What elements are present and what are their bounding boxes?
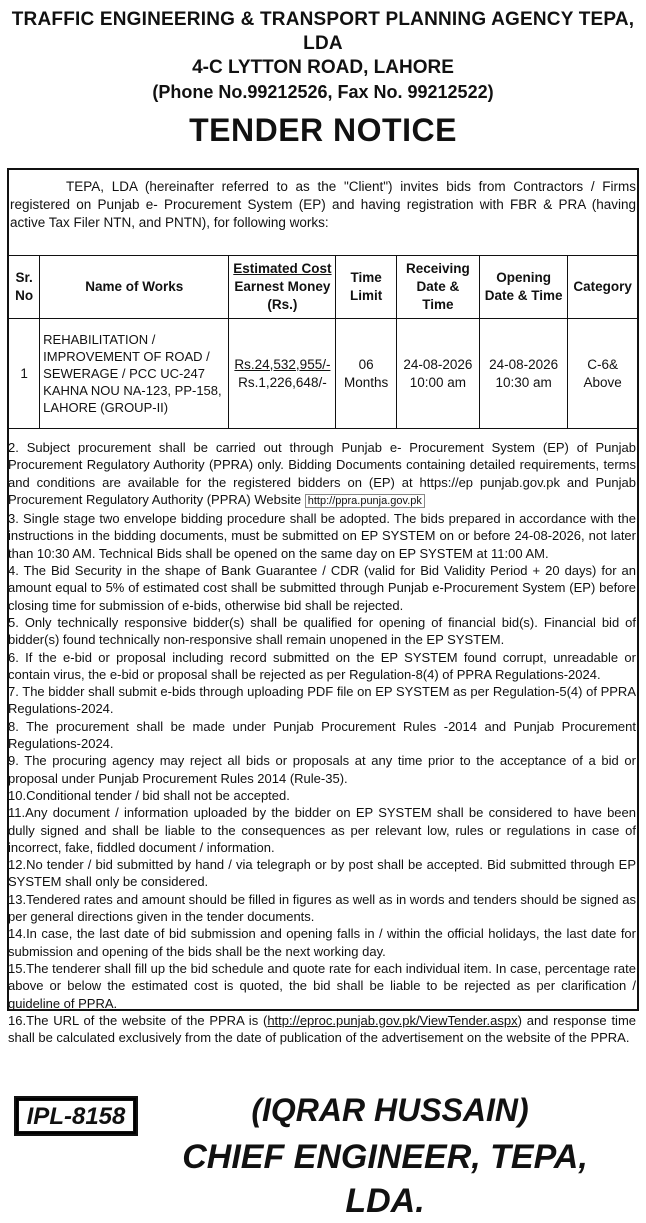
- cell-sr: 1: [9, 319, 40, 429]
- works-table: [8, 255, 638, 429]
- header-category: Category: [568, 256, 638, 319]
- clause-6: 6. If the e-bid or proposal including record submitted on the EP SYSTEM found corrupt, unreadable or contain virus, the e-bid or proposal shall be rejected as per Regulation-8(4) of PPRA Regulations-2024.: [8, 649, 636, 682]
- clause-4: 4. The Bid Security in the shape of Bank Guarantee / CDR (valid for Bid Validity Period + 20 days) for an amount equal to 5% of estimated cost shall be submitted through Punjab e-Procurement System (EP) before closing time for submission of e-bids, otherwise bid shall be rejected.: [8, 563, 636, 613]
- cell-category: C-6& Above: [568, 319, 638, 429]
- clause-2: [8, 439, 636, 510]
- intro-paragraph: [10, 178, 636, 232]
- clause-5: 5. Only technically responsive bidder(s) shall be qualified for opening of financial bid(s). Financial bid of bidder(s) found technically non-responsive shall remain unopened in the EP SYSTEM.: [8, 614, 636, 648]
- clause-16-text-b: ) and response time shall be calculated exclusively from the date of publication of the advertisement on the website of the PPRA.: [8, 1012, 636, 1046]
- clause-10: 10.Conditional tender / bid shall not be accepted.: [8, 787, 290, 803]
- clause-15: 15.The tenderer shall fill up the bid schedule and quote rate for each individual item. In case, percentage rate above or below the estimated cost is quoted, the bid shall be liable to be rejected as per clarification / guideline of PPRA.: [8, 960, 636, 1011]
- signatory-name: (IQRAR HUSSAIN): [251, 1092, 529, 1128]
- ipl-reference-box: [14, 1096, 138, 1136]
- agency-address: 4-C LYTTON ROAD, LAHORE: [192, 57, 454, 78]
- cell-name: REHABILITATION / IMPROVEMENT OF ROAD / SEWERAGE / PCC UC-247 KAHNA NOU NA-123, PP-158, LAHORE (GROUP-II): [40, 319, 229, 429]
- cell-time: 06 Months: [336, 319, 396, 429]
- clause-8: 8. The procurement shall be made under Punjab Procurement Rules -2014 and Punjab Procurement Regulations-2024.: [8, 718, 636, 752]
- cell-receiving: [396, 319, 479, 429]
- cell-receiving-time: 10:00 am: [409, 374, 466, 390]
- table-header-row: [9, 256, 638, 319]
- clause-12: 12.No tender / bid submitted by hand / via telegraph or by post shall be accepted. Bid submitted through EP SYSTEM shall only be considered.: [8, 857, 636, 890]
- signatory-designation: CHIEF ENGINEER, TEPA, LDA.: [182, 1138, 588, 1220]
- ppra-website-link[interactable]: http://ppra.punja.gov.pk: [305, 494, 425, 508]
- notice-header: [0, 8, 646, 104]
- agency-contact: (Phone No.99212526, Fax No. 99212522): [152, 82, 494, 102]
- header-name: Name of Works: [40, 256, 229, 319]
- cell-opening-time: 10:30 am: [495, 374, 552, 390]
- clause-3: 3. Single stage two envelope bidding procedure shall be adopted. The bids prepared in accordance with the instructions in the bidding documents, must be submitted on EP SYSTEM on or before 24-08-2026, not later than 10:30 AM. Technical Bids shall be opened on the same day on EP SYSTEM at 11:00 AM.: [8, 511, 636, 561]
- clause-16-text-a: 16.The URL of the website of the PPRA is (: [8, 1012, 268, 1028]
- cell-receiving-date: 24-08-2026: [403, 356, 473, 372]
- header-cost: [229, 256, 336, 319]
- clause-13: 13.Tendered rates and amount should be filled in figures as well as in words and tenders should be signed as per general directions given in the tender documents.: [8, 891, 637, 925]
- cell-opening: [479, 319, 567, 429]
- clause-9: 9. The procuring agency may reject all bids or proposals at any time prior to the acceptance of a bid or proposal under Punjab Procurement Rules 2014 (Rule-35).: [8, 753, 636, 786]
- clauses-list: [8, 439, 636, 1046]
- clause-2-text: 2. Subject procurement shall be carried out through Punjab e- Procurement System (EP) of Punjab Procurement Regulatory Authority (PPRA) only. Bidding Documents containing detailed requirements, terms and conditions are available for the registered bidders on (EP) at https://ep punjab.gov.pk and Punjab Procurement Regulatory Authority (PPRA) Website: [8, 440, 636, 507]
- cell-cost: [229, 319, 336, 429]
- notice-title: TENDER NOTICE: [189, 112, 457, 148]
- clause-14: 14.In case, the last date of bid submission and opening falls in / within the official holidays, the last date for submission and opening of the bids shall be the next working day.: [8, 926, 636, 959]
- eproc-view-tender-link[interactable]: http://eproc.punjab.gov.pk/ViewTender.aspx: [267, 1012, 518, 1028]
- header-cost-top: Estimated Cost: [233, 261, 332, 276]
- clause-7: 7. The bidder shall submit e-bids through uploading PDF file on EP SYSTEM as per Regulation-5(4) of PPRA Regulations-2024.: [8, 684, 636, 717]
- clause-16: [8, 1012, 636, 1047]
- cell-estimated-cost: Rs.24,532,955/-: [234, 356, 331, 372]
- cell-earnest-money: Rs.1,226,648/-: [238, 374, 327, 390]
- cell-opening-date: 24-08-2026: [489, 356, 559, 372]
- header-receiving: Receiving Date & Time: [396, 256, 479, 319]
- header-sr: Sr. No: [9, 256, 40, 319]
- header-time: Time Limit: [336, 256, 396, 319]
- agency-name: TRAFFIC ENGINEERING & TRANSPORT PLANNING AGENCY TEPA, LDA: [11, 9, 635, 54]
- ipl-reference: IPL-8158: [18, 1100, 134, 1132]
- clause-11: 11.Any document / information uploaded by the bidder on EP SYSTEM shall be considered to have been dully signed and shall be liable to the consequences as per relevant low, rules or regulations in case of incorrect, fake, fiddled document / information.: [8, 805, 636, 855]
- header-opening: Opening Date & Time: [479, 256, 567, 319]
- header-cost-bottom: Earnest Money (Rs.): [234, 279, 331, 312]
- intro-text: TEPA, LDA (hereinafter referred to as the "Client") invites bids from Contractors / Firms registered on Punjab e- Procurement System (EP) and having registration with FBR & PRA (having active Tax Filer NTN, and PNTN), for following works:: [10, 179, 636, 230]
- table-row: [9, 319, 638, 429]
